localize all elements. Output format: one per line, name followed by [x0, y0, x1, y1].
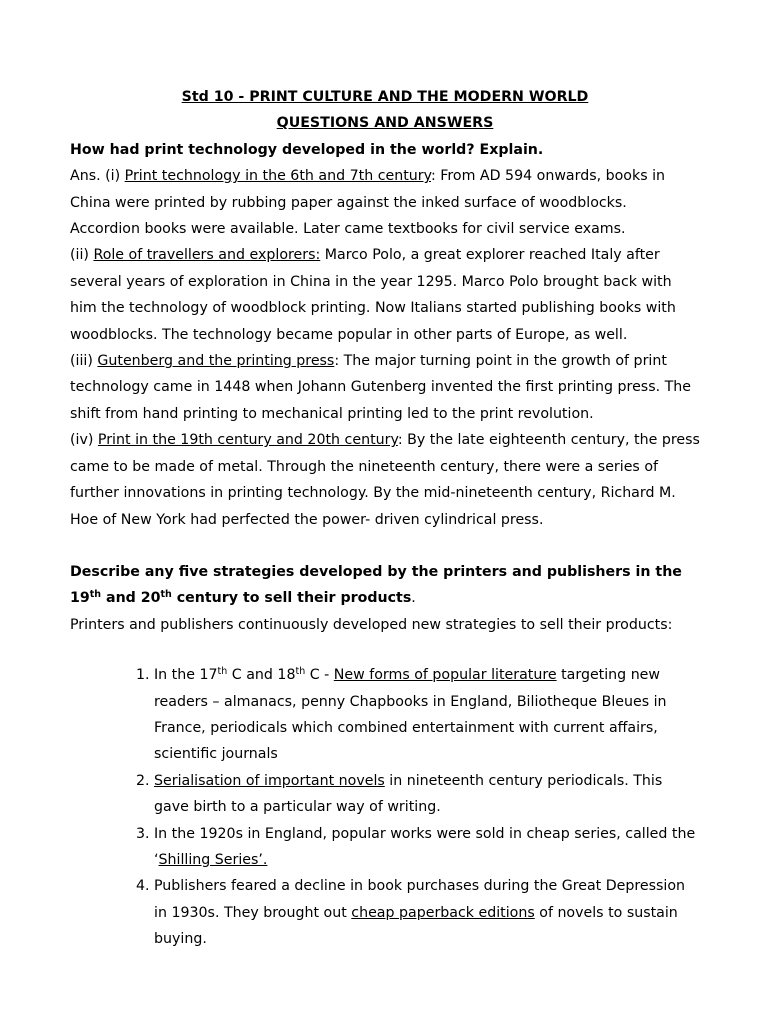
- answer-subheading: Print in the 19th century and 20th century: [97, 432, 398, 449]
- answer-text: : The major turning point in the growth of print technology came in 1448 when Johann Gutenberg invented the first printing press. The shift from hand printing to mechanical printing led to the print revolution.: [70, 353, 691, 422]
- answer-paragraph-1: [70, 163, 700, 242]
- question-period: .: [411, 590, 416, 607]
- list-item: 2. Serialisation of important novels in nineteenth century periodicals. This gave birth to a particular way of writing.: [154, 768, 700, 821]
- question-text: and 20: [101, 590, 161, 607]
- item-highlight: Shilling Series’.: [158, 851, 268, 868]
- answer-prefix: Ans. (i): [70, 168, 125, 185]
- section-spacer: [70, 533, 700, 559]
- answer-prefix: (ii): [70, 247, 94, 264]
- ordinal-suffix: th: [160, 589, 172, 601]
- question-1-heading: How had print technology developed in the world? Explain.: [70, 141, 544, 158]
- question-2-heading: [70, 559, 700, 612]
- answer-intro: Printers and publishers continuously developed new strategies to sell their products:: [70, 616, 673, 633]
- answer-text: : By the late eighteenth century, the press came to be made of metal. Through the nineteenth century, there were a series of further innovations in printing technology. By the mid-nineteenth century, Richard M. Hoe of New York had perfected the power- driven cylindrical press.: [70, 432, 700, 528]
- answer-paragraph-3: [70, 348, 700, 427]
- answer-text: Marco Polo, a great explorer reached Italy after several years of exploration in China in the year 1295. Marco Polo brought back with him the technology of woodblock printing. Now Italians started publishing books with woodblocks. The technology became popular in other parts of Europe, as well.: [70, 247, 676, 343]
- document-page: [70, 84, 700, 953]
- list-item: 4. Publishers feared a decline in book purchases during the Great Depression in 1930s. They brought out cheap paperback editions of novels to sustain buying.: [154, 873, 700, 952]
- document-subtitle: QUESTIONS AND ANSWERS: [276, 115, 494, 132]
- item-highlight: New forms of popular literature: [333, 667, 557, 684]
- answer-text: : From AD 594 onwards, books in China were printed by rubbing paper against the inked surface of woodblocks. Accordion books were available. Later came textbooks for civil service exams.: [70, 168, 666, 238]
- answer-subheading: Print technology in the 6th and 7th century: [124, 168, 431, 185]
- list-item: 1. In the 17th C and 18th C - New forms of popular literature targeting new readers – almanacs, penny Chapbooks in England, Biliotheque Bleues in France, periodicals which combined entertainment with current affairs, scientific journals: [154, 662, 700, 768]
- answer-paragraph-2: [70, 242, 700, 348]
- answer-subheading: Role of travellers and explorers:: [93, 247, 321, 264]
- list-spacer: [70, 638, 700, 662]
- answer-subheading: Gutenberg and the printing press: [97, 353, 335, 370]
- ordinal-suffix: th: [295, 666, 306, 678]
- document-title: Std 10 - PRINT CULTURE AND THE MODERN WORLD: [181, 89, 589, 105]
- question-text: Describe any five strategies developed by the printers and publishers in the 19: [70, 563, 682, 607]
- strategies-list: [70, 662, 700, 952]
- answer-paragraph-4: [70, 427, 700, 533]
- item-highlight: cheap paperback editions: [351, 904, 535, 921]
- list-item: 3. In the 1920s in England, popular works were sold in cheap series, called the ‘Shilling Series’.: [154, 821, 700, 874]
- ordinal-suffix: th: [217, 666, 228, 678]
- question-text: century to sell their products: [171, 590, 412, 607]
- answer-prefix: (iii): [70, 353, 98, 370]
- item-highlight: Serialisation of important novels: [154, 772, 385, 789]
- ordinal-suffix: th: [89, 589, 102, 601]
- answer-prefix: (iv): [70, 432, 98, 449]
